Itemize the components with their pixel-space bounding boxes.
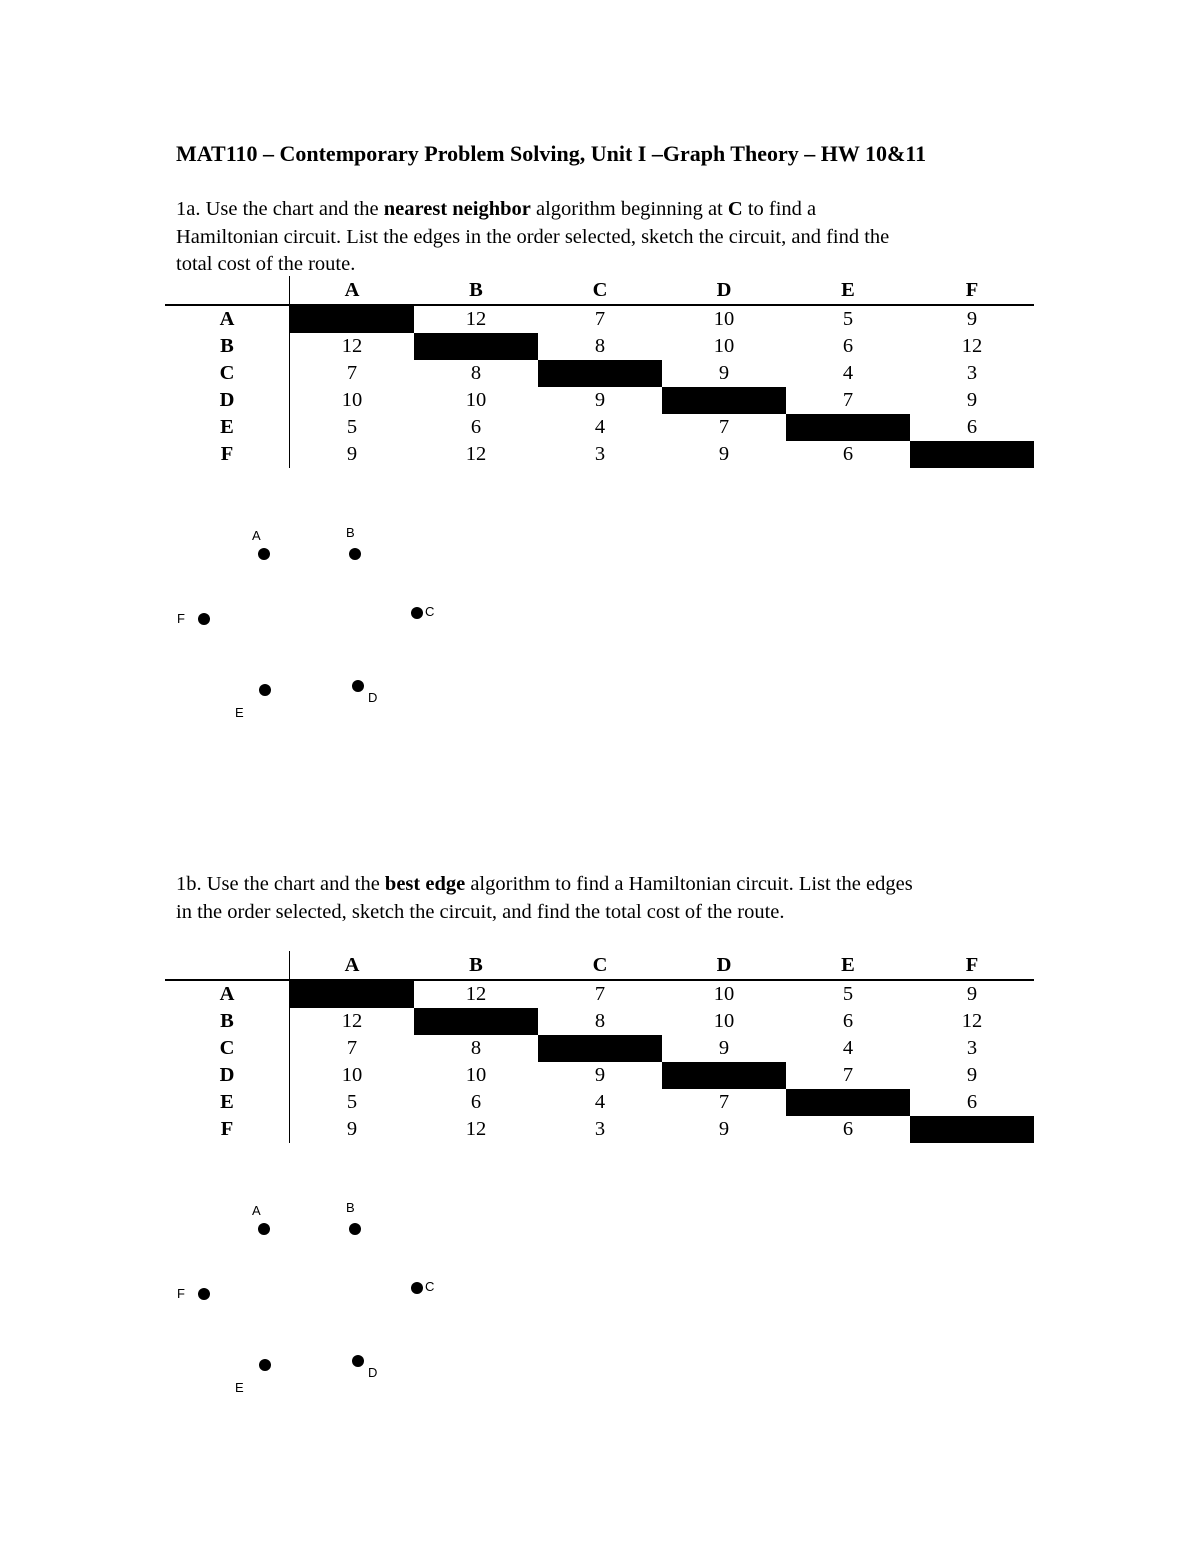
cost-cell: 12 xyxy=(465,1118,487,1140)
table-row xyxy=(165,387,1034,414)
cost-cell: 4 xyxy=(594,416,606,438)
table-row xyxy=(165,360,1034,387)
vertex-label-e: E xyxy=(235,705,244,720)
table-row xyxy=(165,1062,1034,1089)
cost-cell: 9 xyxy=(346,1118,358,1140)
table-corner xyxy=(165,951,290,980)
cost-cell: 9 xyxy=(966,389,978,411)
cost-cell: 9 xyxy=(966,1064,978,1086)
cost-cell: 9 xyxy=(594,389,606,411)
diagonal-blank-cell xyxy=(538,360,662,387)
diagonal-blank-cell xyxy=(538,1035,662,1062)
vertex-dot-b xyxy=(349,1223,361,1235)
column-header: C xyxy=(538,276,662,305)
cost-cell: 10 xyxy=(465,389,487,411)
cost-cell: 6 xyxy=(470,1091,482,1113)
vertex-label-d: D xyxy=(368,1365,378,1380)
cost-cell: 12 xyxy=(465,443,487,465)
cost-cell: 8 xyxy=(594,335,606,357)
cost-cell: 5 xyxy=(842,308,854,330)
cost-cell: 7 xyxy=(718,416,730,438)
row-header: F xyxy=(165,441,290,468)
problem-1a-text xyxy=(176,196,1036,279)
emphasis: C xyxy=(727,198,743,220)
vertex-sketch-1b xyxy=(170,1197,450,1397)
table-row xyxy=(165,441,1034,468)
problem-1b-line: 1b. Use the chart and the best edge algorithm to find a Hamiltonian circuit. List the edges xyxy=(176,873,913,895)
problem-1b-line: in the order selected, sketch the circuit, and find the total cost of the route. xyxy=(176,900,785,923)
cost-cell: 5 xyxy=(842,983,854,1005)
cost-cell: 12 xyxy=(961,335,983,357)
cost-cell: 10 xyxy=(713,983,735,1005)
column-header: E xyxy=(786,951,910,980)
vertex-label-f: F xyxy=(177,1286,185,1301)
row-header: E xyxy=(165,414,290,441)
cost-cell: 3 xyxy=(594,1118,606,1140)
table-row xyxy=(165,980,1034,1008)
diagonal-blank-cell xyxy=(786,414,910,441)
cost-cell: 4 xyxy=(842,1037,854,1059)
vertex-dot-c xyxy=(411,607,423,619)
cost-cell: 3 xyxy=(594,443,606,465)
cost-cell: 7 xyxy=(842,389,854,411)
row-header: A xyxy=(165,305,290,333)
row-header: C xyxy=(165,1035,290,1062)
vertex-dot-e xyxy=(259,1359,271,1371)
vertex-label-b: B xyxy=(346,525,355,540)
cost-cell: 7 xyxy=(594,308,606,330)
cost-cell: 6 xyxy=(842,335,854,357)
vertex-dot-e xyxy=(259,684,271,696)
cost-cell: 7 xyxy=(594,983,606,1005)
diagonal-blank-cell xyxy=(910,441,1034,468)
diagonal-blank-cell xyxy=(290,980,415,1008)
problem-1a-line: 1a. Use the chart and the nearest neighbor algorithm beginning at C to find a xyxy=(176,198,817,220)
row-header: D xyxy=(165,387,290,414)
cost-cell: 6 xyxy=(842,1010,854,1032)
cost-cell: 12 xyxy=(465,983,487,1005)
diagonal-blank-cell xyxy=(786,1089,910,1116)
problem-1b-text xyxy=(176,871,1036,926)
vertex-label-d: D xyxy=(368,690,378,705)
cost-cell: 10 xyxy=(713,335,735,357)
cost-chart-1a xyxy=(165,276,1034,468)
cost-cell: 6 xyxy=(966,416,978,438)
cost-cell: 9 xyxy=(718,362,730,384)
cost-cell: 9 xyxy=(718,443,730,465)
cost-cell: 10 xyxy=(465,1064,487,1086)
table-corner xyxy=(165,276,290,305)
vertex-label-f: F xyxy=(177,611,185,626)
cost-cell: 7 xyxy=(718,1091,730,1113)
column-header: D xyxy=(662,951,786,980)
vertex-label-c: C xyxy=(425,604,435,619)
cost-cell: 9 xyxy=(718,1037,730,1059)
cost-cell: 3 xyxy=(966,362,978,384)
diagonal-blank-cell xyxy=(414,333,538,360)
table-row xyxy=(165,305,1034,333)
cost-cell: 12 xyxy=(465,308,487,330)
table-row xyxy=(165,414,1034,441)
vertex-dot-d xyxy=(352,1355,364,1367)
cost-cell: 12 xyxy=(961,1010,983,1032)
cost-cell: 9 xyxy=(594,1064,606,1086)
table-row xyxy=(165,1089,1034,1116)
vertex-dot-a xyxy=(258,1223,270,1235)
cost-cell: 6 xyxy=(966,1091,978,1113)
emphasis: best edge xyxy=(384,873,466,895)
emphasis: nearest neighbor xyxy=(383,198,531,220)
column-header: A xyxy=(290,276,415,305)
diagonal-blank-cell xyxy=(290,305,415,333)
vertex-dot-b xyxy=(349,548,361,560)
table-row xyxy=(165,1116,1034,1143)
vertex-dot-d xyxy=(352,680,364,692)
cost-cell: 4 xyxy=(842,362,854,384)
cost-cell: 3 xyxy=(966,1037,978,1059)
row-header: B xyxy=(165,1008,290,1035)
row-header: F xyxy=(165,1116,290,1143)
vertex-dot-a xyxy=(258,548,270,560)
diagonal-blank-cell xyxy=(910,1116,1034,1143)
vertex-label-a: A xyxy=(252,528,261,543)
cost-cell: 9 xyxy=(966,308,978,330)
column-header: F xyxy=(910,276,1034,305)
row-header: D xyxy=(165,1062,290,1089)
cost-cell: 8 xyxy=(594,1010,606,1032)
cost-cell: 12 xyxy=(341,1010,363,1032)
cost-cell: 6 xyxy=(842,1118,854,1140)
cost-cell: 4 xyxy=(594,1091,606,1113)
vertex-label-e: E xyxy=(235,1380,244,1395)
column-header: D xyxy=(662,276,786,305)
cost-cell: 6 xyxy=(470,416,482,438)
cost-cell: 7 xyxy=(346,362,358,384)
vertex-dot-f xyxy=(198,1288,210,1300)
cost-cell: 7 xyxy=(842,1064,854,1086)
cost-cell: 8 xyxy=(470,362,482,384)
cost-cell: 10 xyxy=(341,389,363,411)
vertex-label-c: C xyxy=(425,1279,435,1294)
cost-cell: 10 xyxy=(713,1010,735,1032)
row-header: E xyxy=(165,1089,290,1116)
column-header: B xyxy=(414,951,538,980)
table-row xyxy=(165,1035,1034,1062)
problem-1a-line: total cost of the route. xyxy=(176,253,356,275)
row-header: B xyxy=(165,333,290,360)
column-header: A xyxy=(290,951,415,980)
table-row xyxy=(165,1008,1034,1035)
vertex-dot-c xyxy=(411,1282,423,1294)
cost-chart-1b xyxy=(165,951,1034,1143)
cost-cell: 9 xyxy=(966,983,978,1005)
cost-cell: 6 xyxy=(842,443,854,465)
vertex-sketch-1a xyxy=(170,522,450,722)
column-header: F xyxy=(910,951,1034,980)
column-header: E xyxy=(786,276,910,305)
cost-cell: 7 xyxy=(346,1037,358,1059)
cost-cell: 10 xyxy=(341,1064,363,1086)
cost-cell: 5 xyxy=(346,1091,358,1113)
row-header: C xyxy=(165,360,290,387)
vertex-label-a: A xyxy=(252,1203,261,1218)
cost-cell: 10 xyxy=(713,308,735,330)
vertex-label-b: B xyxy=(346,1200,355,1215)
table-row xyxy=(165,333,1034,360)
diagonal-blank-cell xyxy=(662,387,786,414)
column-header: C xyxy=(538,951,662,980)
cost-cell: 8 xyxy=(470,1037,482,1059)
problem-1a-line: Hamiltonian circuit. List the edges in the order selected, sketch the circuit, and find the xyxy=(176,225,890,248)
cost-cell: 12 xyxy=(341,335,363,357)
diagonal-blank-cell xyxy=(662,1062,786,1089)
vertex-dot-f xyxy=(198,613,210,625)
page-title: MAT110 – Contemporary Problem Solving, Unit I –Graph Theory – HW 10&11 xyxy=(176,141,927,166)
cost-cell: 9 xyxy=(346,443,358,465)
cost-cell: 9 xyxy=(718,1118,730,1140)
column-header: B xyxy=(414,276,538,305)
diagonal-blank-cell xyxy=(414,1008,538,1035)
cost-cell: 5 xyxy=(346,416,358,438)
row-header: A xyxy=(165,980,290,1008)
